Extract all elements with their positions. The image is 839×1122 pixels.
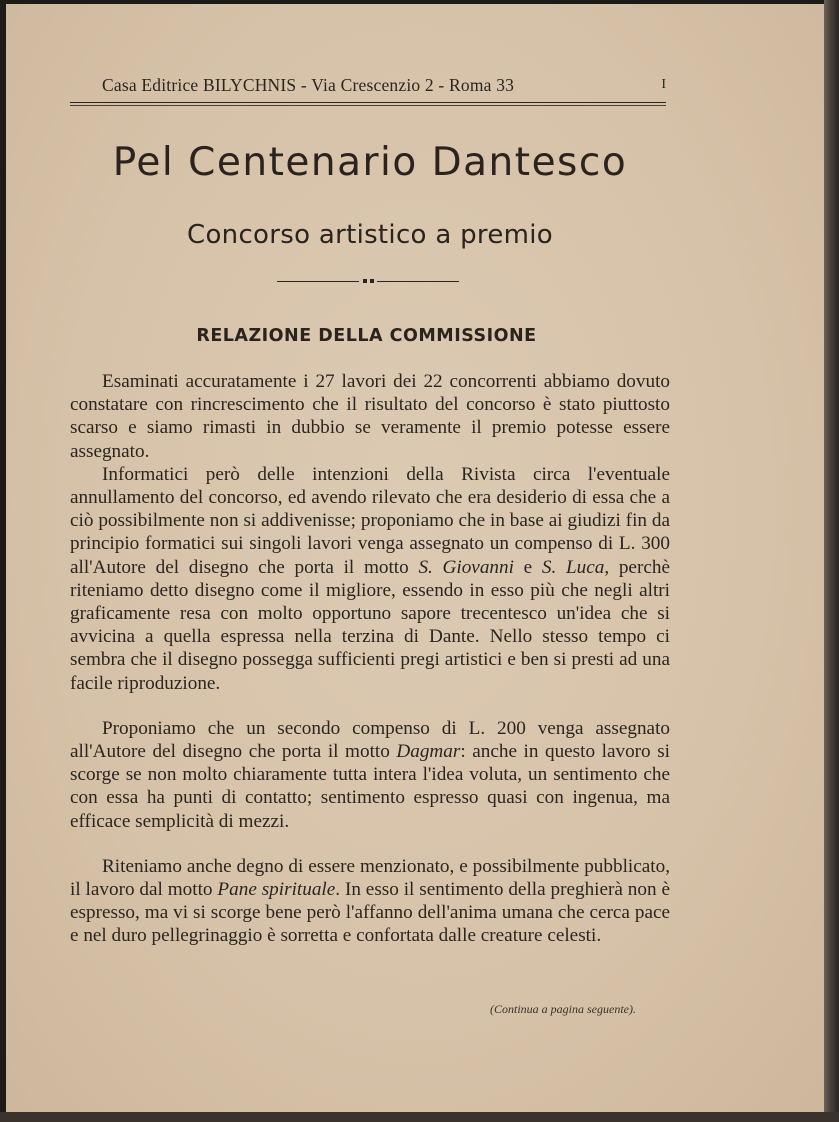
paragraph-text: . In esso il sentimento della preghierà non è espresso, ma vi si scorge bene però l'affanno dell'anima umana che cerca pace e nel duro pellegrinaggio è sorretta e confortata dalle creature celesti. (70, 879, 670, 947)
motto-text: S. Luca (541, 556, 605, 578)
motto-text: Pane spirituale (217, 879, 336, 901)
page-subtitle: Concorso artistico a premio (187, 220, 553, 250)
paragraph (70, 855, 670, 948)
ornament-dot (363, 279, 367, 283)
ornament-line-right (377, 281, 459, 282)
motto-text: S. Giovanni (418, 556, 514, 578)
running-header (70, 73, 666, 103)
paragraph-text: Esaminati accuratamente i 27 lavori dei 22 concorrenti abbiamo dovuto constatare con rincrescimento che il risultato del concorso è stato piuttosto scarso e siamo rimasti in dubbio se veramente il premio potesse essere assegnato. (70, 371, 670, 462)
paragraph (70, 463, 670, 695)
paragraph (70, 717, 670, 833)
paragraph (70, 370, 670, 463)
page-edge (824, 0, 839, 1122)
motto-text: Dagmar (396, 741, 461, 763)
header-publisher: Casa Editrice BILYCHNIS - Via Crescenzio 2 - Roma 33 (102, 75, 515, 95)
paragraph-text: Proponiamo che un secondo compenso di L. 200 venga assegnato all'Autore del disegno che porta il motto (70, 717, 670, 763)
ornament-dot (370, 279, 374, 283)
ornament-divider (277, 278, 459, 284)
paragraph-text: , perchè riteniamo detto disegno come il migliore, essendo in esso più che negli altri graficamente resa con molto opportuno sapore trecentesco un'idea che si avvicina a quella espressa nella terzina di Dante. Nello stesso tempo ci sembra che il disegno possegga sufficienti pregi artistici e ben si presti ad una facile riproduzione. (70, 556, 670, 694)
page-title: Pel Centenario Dantesco (112, 140, 628, 185)
paragraph-text: Riteniamo anche degno di essere menzionato, e possibilmente pubblicato, il lavoro dal motto (70, 855, 670, 901)
paragraph-text: Informatici però delle intenzioni della Rivista circa l'eventuale annullamento del concorso, ed avendo rilevato che era desiderio di essa che a ciò possibilmente non si addivenisse; proponiamo che in base ai giudizi fin da principio formatici sui singoli lavori venga assegnato un compenso di L. 300 all'Autore del disegno che porta il motto (70, 463, 670, 578)
body-text (70, 370, 670, 948)
paragraph-text: e (513, 556, 542, 578)
section-heading: RELAZIONE DELLA COMMISSIONE (196, 326, 537, 346)
page-number: I (661, 77, 666, 92)
continuation-note: (Continua a pagina seguente). (490, 1002, 636, 1016)
page-bottom-edge (0, 1112, 839, 1122)
paragraph-text: : anche in questo lavoro si scorge se non molto chiaramente tutta intera l'idea voluta, un sentimento che con essa ha punti di contatto; sentimento espresso quasi con ingenua, ma efficace semplicità di mezzi. (70, 741, 670, 832)
header-rule (70, 102, 666, 103)
ornament-line-left (277, 281, 359, 282)
header-rule-secondary (70, 105, 666, 106)
